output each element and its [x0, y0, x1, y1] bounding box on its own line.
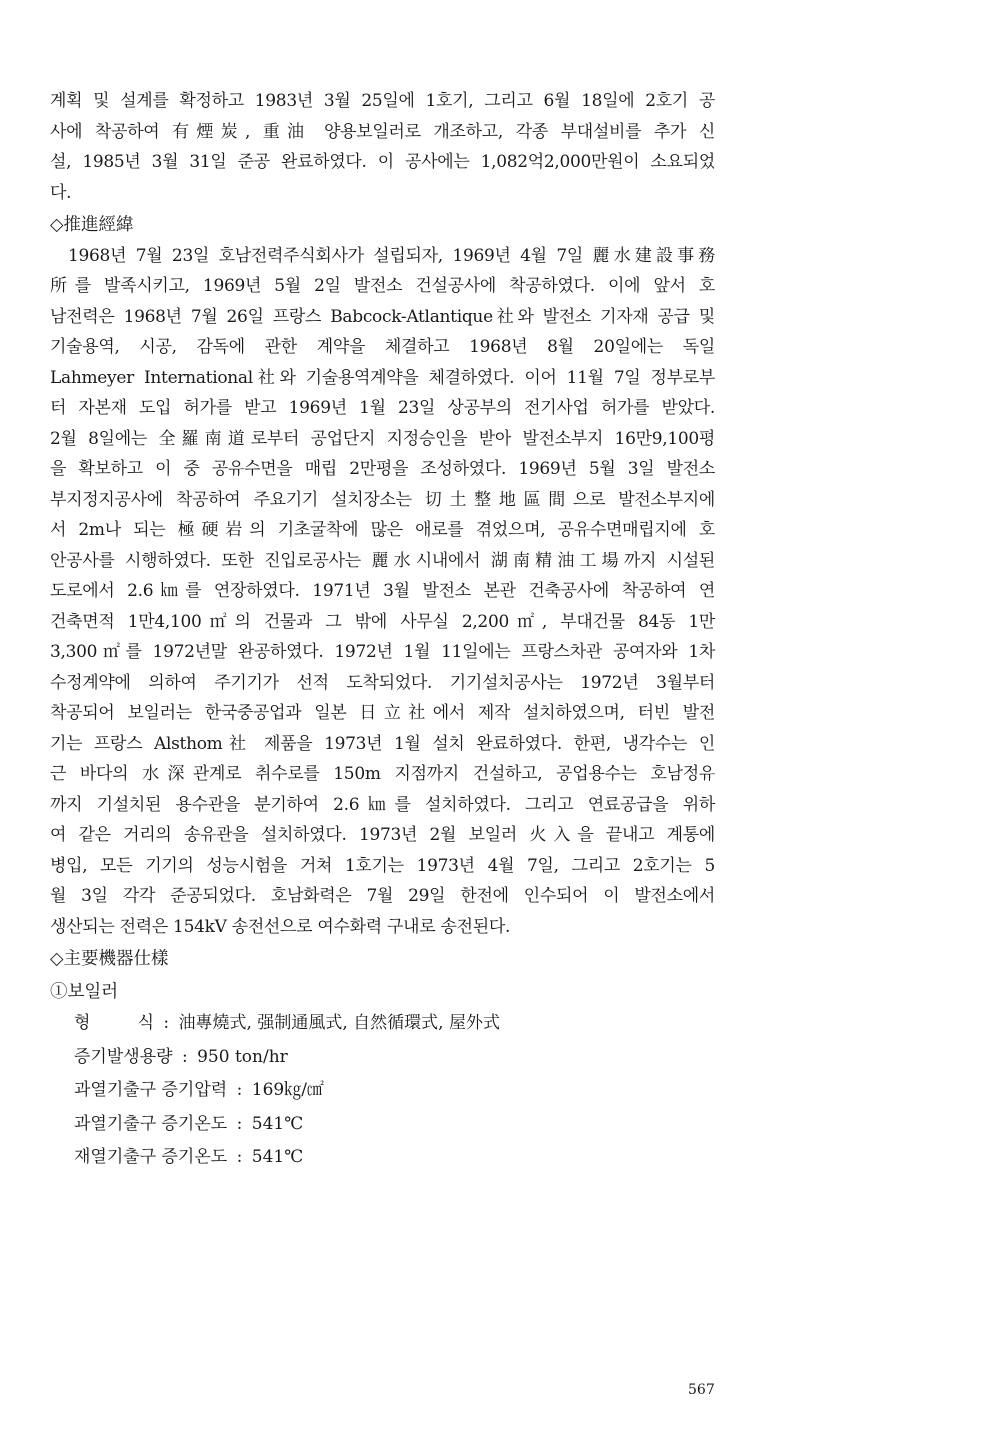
- spec-sh-temperature: [50, 1108, 715, 1142]
- spec-separator: :: [236, 1147, 243, 1167]
- text-line: 안공사를 시행하였다. 또한 진입로공사는 麗水시내에서 湖南精油工場까지 시설된: [50, 550, 715, 571]
- spec-type-label: [74, 1007, 154, 1041]
- spec-separator: :: [236, 1080, 243, 1100]
- text-line: 서 2m나 되는 極硬岩의 기초굴착에 많은 애로를 겪었으며, 공유수면매립지에 호: [50, 520, 715, 540]
- spec-sh-temp-label: 과열기출구 증기온도: [74, 1113, 228, 1134]
- intro-paragraph: [50, 86, 715, 208]
- text-line: 생산되는 전력은 154kV 송전선으로 여수화력 구내로 송전된다.: [50, 916, 511, 937]
- subheading-boiler: ①보일러: [50, 981, 119, 1002]
- spec-rh-temp-label: 재열기출구 증기온도: [74, 1147, 228, 1167]
- text-line: 여 같은 거리의 송유관을 설치하였다. 1973년 2월 보일러 火入을 끝내고 계통에: [50, 825, 715, 845]
- spec-sh-temp-value: 541℃: [251, 1113, 304, 1134]
- spec-type-label-part: 식: [137, 1013, 154, 1033]
- text-line: 월 3일 각각 준공되었다. 호남화력은 7월 29일 한전에 인수되어 이 발전소에서: [50, 886, 715, 906]
- text-line: 부지정지공사에 착공하여 주요기기 설치장소는 切土整地區間으로 발전소부지에: [50, 489, 715, 510]
- spec-steam-label: 증기발생용량: [74, 1046, 173, 1067]
- section-heading-specs: ◇主要機器仕樣: [50, 949, 169, 969]
- spec-type: [50, 1007, 715, 1041]
- text-line: 까지 기설치된 용수관을 분기하여 2.6㎞를 설치하였다. 그리고 연료공급을 위하: [50, 794, 715, 815]
- text-line: 기는 프랑스 Alsthom社 제품을 1973년 1월 설치 완료하였다. 한편, 냉각수는 인: [50, 733, 715, 754]
- spec-type-value: 油專燒式, 强制通風式, 自然循環式, 屋外式: [178, 1013, 500, 1033]
- spec-separator: :: [236, 1113, 243, 1134]
- spec-list: [50, 1007, 715, 1175]
- text-line: Lahmeyer International社와 기술용역계약을 체결하였다. 이어 11월 7일 정부로부: [50, 367, 715, 388]
- progress-paragraph: [50, 241, 715, 943]
- spec-rh-temperature: [50, 1141, 715, 1175]
- text-line: 도로에서 2.6㎞를 연장하였다. 1971년 3월 발전소 본관 건축공사에 착공하여 연: [50, 581, 715, 601]
- text-line: 기술용역, 시공, 감독에 관한 계약을 체결하고 1968년 8월 20일에는 독일: [50, 337, 715, 357]
- text-line: 1968년 7월 23일 호남전력주식회사가 설립되자, 1969년 4월 7일 麗水建設事務: [68, 245, 715, 266]
- spec-pressure-label: 과열기출구 증기압력: [74, 1080, 228, 1100]
- body-text: [50, 86, 715, 1175]
- text-line: 착공되어 보일러는 한국중공업과 일본 日立社에서 제작 설치하였으며, 터빈 발전: [50, 703, 715, 723]
- text-line: 所를 발족시키고, 1969년 5월 2일 발전소 건설공사에 착공하였다. 이에 앞서 호: [50, 276, 715, 296]
- text-line: 2월 8일에는 全羅南道로부터 공업단지 지정승인을 받아 발전소부지 16만9,100평: [50, 428, 715, 449]
- spec-pressure-value: 169㎏/㎠: [251, 1080, 324, 1100]
- text-line: 3,300㎡를 1972년말 완공하였다. 1972년 1월 11일에는 프랑스차관 공여자와 1차: [50, 642, 715, 662]
- spec-steam-value: 950 ton/hr: [197, 1046, 288, 1067]
- text-line: 계획 및 설계를 확정하고 1983년 3월 25일에 1호기, 그리고 6월 18일에 2호기 공: [50, 91, 715, 111]
- text-line: 설, 1985년 3월 31일 준공 완료하였다. 이 공사에는 1,082억2,000만원이 소요되었: [50, 152, 715, 172]
- text-line: 남전력은 1968년 7월 26일 프랑스 Babcock-Atlantique社와 발전소 기자재 공급 및: [50, 306, 715, 327]
- spec-separator: :: [163, 1013, 170, 1033]
- spec-type-label-part: 형: [74, 1013, 91, 1033]
- spec-separator: :: [181, 1046, 188, 1067]
- page-number: 567: [688, 1382, 715, 1398]
- spec-rh-temp-value: 541℃: [251, 1147, 304, 1167]
- text-line: 터 자본재 도입 허가를 받고 1969년 1월 23일 상공부의 전기사업 허가를 받았다.: [50, 398, 715, 418]
- section-heading-progress: ◇推進經緯: [50, 215, 134, 235]
- text-line: 사에 착공하여 有煙炭, 重油 양용보일러로 개조하고, 각종 부대설비를 추가 신: [50, 121, 715, 142]
- text-line: 병입, 모든 기기의 성능시험을 거쳐 1호기는 1973년 4월 7일, 그리고 2호기는 5: [50, 855, 715, 876]
- text-line: 수정계약에 의하여 주기기가 선적 도착되었다. 기기설치공사는 1972년 3월부터: [50, 672, 715, 693]
- text-line: 근 바다의 水深관계로 취수로를 150m 지점까지 건설하고, 공업용수는 호남정유: [50, 764, 715, 784]
- text-line: 을 확보하고 이 중 공유수면을 매립 2만평을 조성하였다. 1969년 5월 3일 발전소: [50, 459, 715, 479]
- text-line: 다.: [50, 182, 72, 203]
- text-line: 건축면적 1만4,100㎡의 건물과 그 밖에 사무실 2,200㎡, 부대건물 84동 1만: [50, 611, 715, 632]
- spec-steam-capacity: [50, 1041, 715, 1075]
- spec-sh-pressure: [50, 1074, 715, 1108]
